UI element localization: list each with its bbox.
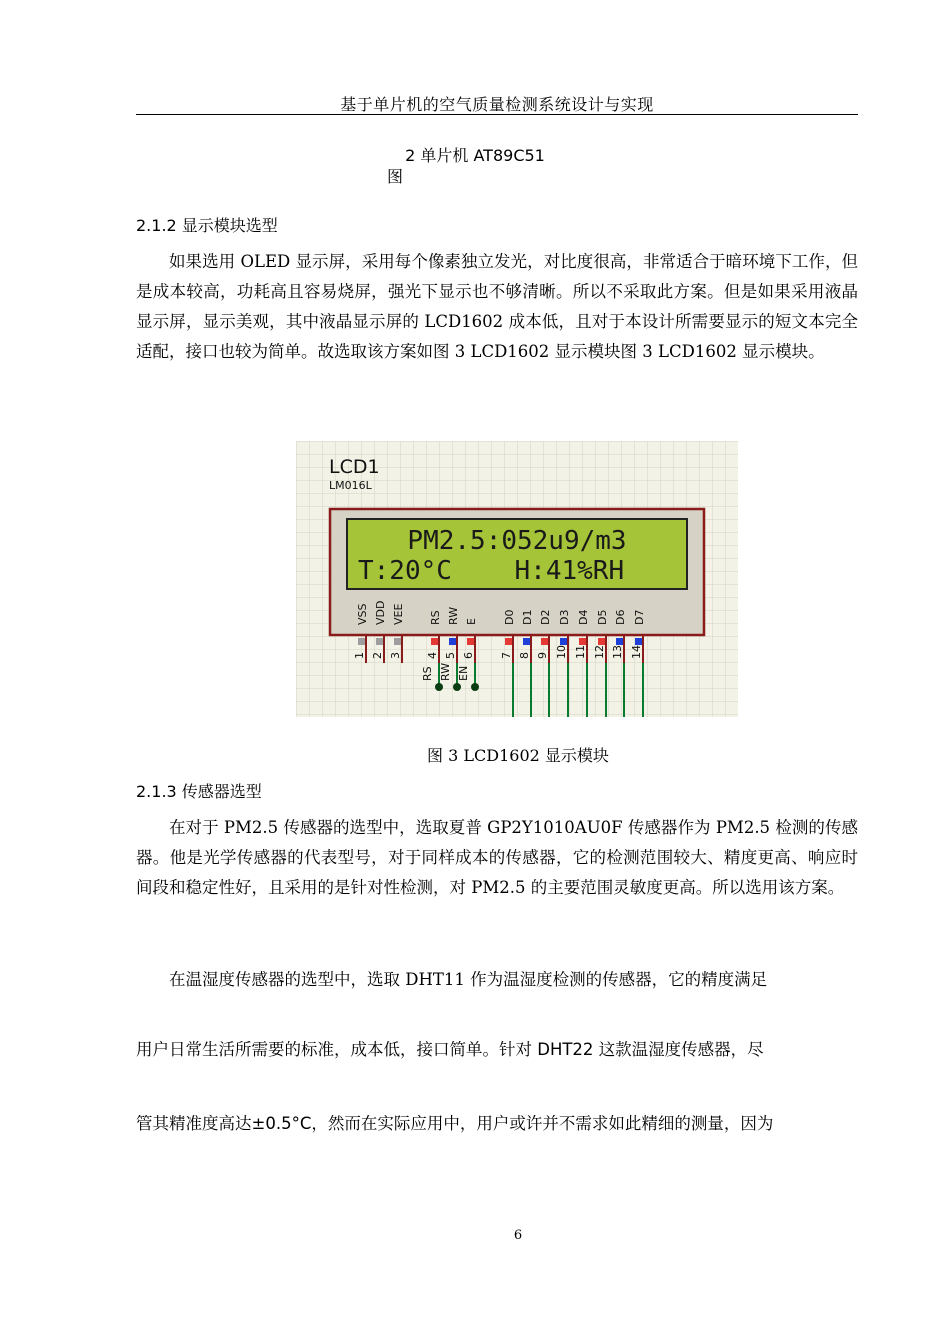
pin-marker-3 (394, 638, 401, 645)
pin-marker-4 (431, 638, 438, 645)
lcd-ref-label: LCD1 (329, 456, 380, 478)
pin-marker-6 (467, 638, 474, 645)
pin-number-11: 11 (574, 645, 587, 659)
figure3-caption (0, 743, 950, 766)
net-junction-4 (435, 683, 443, 691)
pin-label-1: VSS (356, 603, 369, 625)
pin-number-14: 14 (630, 645, 643, 659)
pin-number-13: 13 (611, 645, 624, 659)
pin-number-10: 10 (555, 645, 568, 659)
figure2-caption-line2: 图 (386, 167, 403, 186)
section-2-1-3-paragraph-2-line-1: 在温湿度传感器的选型中，选取 DHT11 作为温湿度检测的传感器，它的精度满足 (169, 970, 768, 989)
pin-label-3: VEE (392, 603, 405, 625)
pin-number-5: 5 (444, 652, 457, 659)
section-2-1-3-paragraph-1: 在对于 PM2.5 传感器的选型中，选取夏普 GP2Y1010AU0F 传感器作为 PM2.5 检测的传感器。他是光学传感器的代表型号，对于同样成本的传感器，它的检测范围较大、精度更高、响应时间段和稳定性好，且采用的是针对性检测，对 PM2.5 的主要范围灵敏度更高。所以选用该方案。 (136, 818, 858, 897)
pin-number-7: 7 (500, 652, 513, 659)
pin-marker-5 (449, 638, 456, 645)
section-heading-2-1-3: 2.1.3 传感器选型 (136, 782, 262, 801)
paragraph-2-line-2-part-b: 针对 DHT22 这款温湿度传感器，尽 (499, 1040, 764, 1059)
pin-number-8: 8 (518, 652, 531, 659)
pin-number-4: 4 (426, 652, 439, 659)
lcd1602-figure (296, 441, 738, 717)
pin-label-5: RW (447, 606, 460, 625)
net-junction-6 (471, 683, 479, 691)
pin-marker-1 (358, 638, 365, 645)
pin-marker-8 (523, 638, 530, 645)
lcd-model-label: LM016L (329, 479, 372, 492)
net-label-rw: RW (439, 662, 452, 681)
pin-label-10: D3 (558, 609, 571, 625)
figure3-caption-number: 图 3 LCD1602 (427, 746, 540, 765)
header-rule (136, 114, 858, 115)
pin-label-2: VDD (374, 600, 387, 625)
pin-label-7: D0 (503, 609, 516, 625)
pin-label-6: E (465, 618, 478, 625)
pin-marker-7 (505, 638, 512, 645)
figure3-caption-text: 显示模块 (544, 746, 609, 765)
pin-label-4: RS (429, 610, 442, 625)
section-heading-2-1-2: 2.1.2 显示模块选型 (136, 216, 278, 235)
pin-marker-10 (560, 638, 567, 645)
pin-marker-11 (579, 638, 586, 645)
pin-number-9: 9 (536, 652, 549, 659)
lcd-line-1: PM2.5:052u9/m3 (407, 526, 627, 556)
pin-label-13: D6 (614, 609, 627, 625)
section-2-1-3-paragraph-2-line-2 (136, 1035, 858, 1065)
section-2-1-2-paragraph: 如果选用 OLED 显示屏，采用每个像素独立发光，对比度很高，非常适合于暗环境下工作，但是成本较高，功耗高且容易烧屏，强光下显示也不够清晰。所以不采取此方案。但是如果采用液晶显示屏，显示美观，其中液晶显示屏的 LCD1602 成本低，且对于本设计所需要显示的短文本完全适配，接口也较为简单。故选取该方案如图 3 LCD1602 显示模块图 3 LCD1602 显示模块。 (136, 252, 858, 361)
net-label-en: EN (457, 665, 470, 681)
page-number: 6 (513, 1228, 523, 1243)
pin-label-8: D1 (521, 609, 534, 625)
pin-marker-13 (616, 638, 623, 645)
pin-marker-12 (598, 638, 605, 645)
section-2-1-3-paragraph-2-line-3: 管其精准度高达±0.5°C，然而在实际应用中，用户或许并不需求如此精细的测量，因为 (136, 1114, 774, 1133)
pin-marker-2 (376, 638, 383, 645)
running-header: 基于单片机的空气质量检测系统设计与实现 (340, 95, 654, 114)
pin-number-3: 3 (389, 652, 402, 659)
pin-label-11: D4 (577, 609, 590, 625)
pin-number-12: 12 (593, 645, 606, 659)
figure2-caption-line1: 2 单片机 AT89C51 (405, 146, 545, 165)
pin-label-14: D7 (633, 609, 646, 625)
lcd-line-2: T:20°C H:41%RH (358, 556, 625, 586)
net-label-rs: RS (421, 666, 434, 681)
net-junction-5 (453, 683, 461, 691)
pin-label-9: D2 (539, 609, 552, 625)
paragraph-2-line-2-part-a: 用户日常生活所需要的标准，成本低，接口简单。 (136, 1040, 499, 1059)
pin-label-12: D5 (596, 609, 609, 625)
pin-number-6: 6 (462, 652, 475, 659)
pin-marker-14 (635, 638, 642, 645)
pin-marker-9 (541, 638, 548, 645)
pin-number-2: 2 (371, 652, 384, 659)
pin-number-1: 1 (353, 652, 366, 659)
